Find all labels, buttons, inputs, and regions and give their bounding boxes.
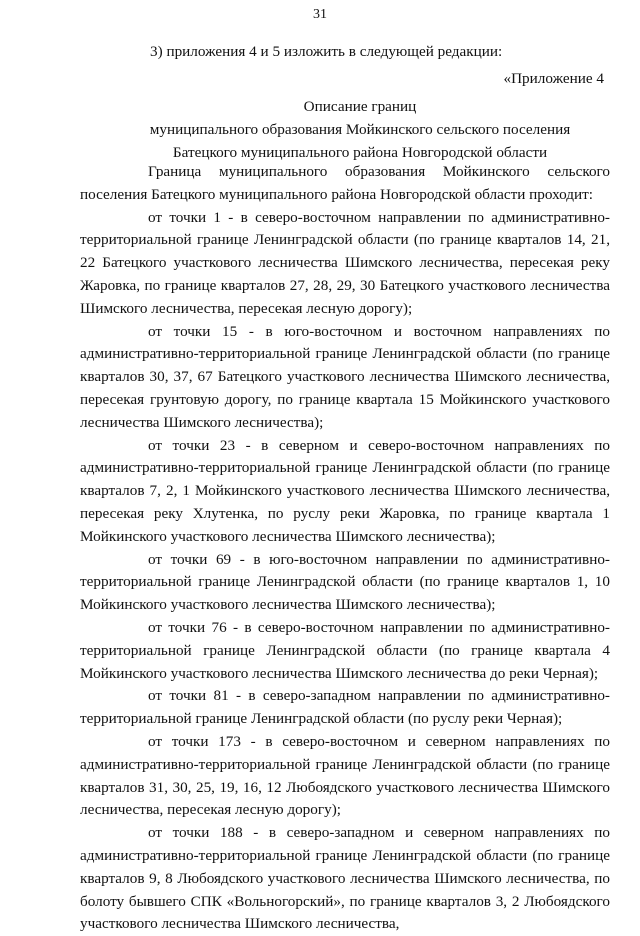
intro-paragraph: Граница муниципального образования Мойкинского сельского поселения Батецкого муниципального района Новгородской области проходит: [80,163,610,203]
paragraph-5: от точки 76 - в северо-восточном направлении по административно-территориальной границе Ленинградской области (по границе квартала 4 Мойкинского участкового лесничества Шимского лесничества до реки Черная); [80,618,610,682]
page-number: 31 [313,7,327,22]
document-body [80,161,610,936]
paragraph-8: от точки 188 - в северо-западном и северном направлениях по административно-территориальной границе Ленинградской области (по границе кварталов 9, 8 Любоядского участкового лесничества Шимского лесничества, по болоту бывшего СПК «Вольногорский», по границе кварталов 3, 2 Любоядского участкового лесничества Шимского лесничества, [80,824,610,933]
paragraph-7: от точки 173 - в северо-восточном и северном направлениях по административно-территориальной границе Ленинградской области (по границе кварталов 31, 30, 25, 19, 16, 12 Любоядского участкового лесничества Шимского лесничества, пересекая лесную дорогу); [80,732,610,819]
amendment-line: 3) приложения 4 и 5 изложить в следующей редакции: [150,43,503,60]
document-heading [80,96,640,164]
paragraph-6: от точки 81 - в северо-западном направлении по административно-территориальной границе Ленинградской области (по руслу реки Черная); [80,687,610,728]
paragraph-3: от точки 23 - в северном и северо-восточном направлениях по административно-территориальной границе Ленинградской области (по границе кварталов 7, 2, 1 Мойкинского участкового лесничества Шимского лесничества, пересекая реку Хлутенка, по руслу реки Жаровка, по границе квартала 1 Мойкинского участкового лесничества Шимского лесничества); [80,436,610,545]
paragraph-4: от точки 69 - в юго-восточном направлении по административно-территориальной границе Ленинградской области (по границе кварталов 1, 10 Мойкинского участкового лесничества Шимского лесничества); [80,550,610,614]
heading-line-2: муниципального образования Мойкинского сельского поселения [149,120,571,138]
appendix-label: «Приложение 4 [503,70,604,87]
paragraph-2: от точки 15 - в юго-восточном и восточном направлениях по административно-территориальной границе Ленинградской области (по границе кварталов 30, 37, 67 Батецкого участкового лесничества Шимского лесничества, пересекая грунтовую дорогу, по границе квартала 15 Мойкинского участкового лесничества Шимского лесничества); [80,322,610,431]
heading-line-3: Батецкого муниципального района Новгородской области [172,143,548,161]
heading-line-1: Описание границ [303,98,417,115]
paragraph-1: от точки 1 - в северо-восточном направлении по административно-территориальной границе Ленинградской области (по границе кварталов 14, 21, 22 Батецкого участкового лесничества Шимского лесничества, пересекая реку Жаровка, по границе кварталов 27, 28, 29, 30 Батецкого участкового лесничества Шимского лесничества, пересекая лесную дорогу); [80,208,610,317]
